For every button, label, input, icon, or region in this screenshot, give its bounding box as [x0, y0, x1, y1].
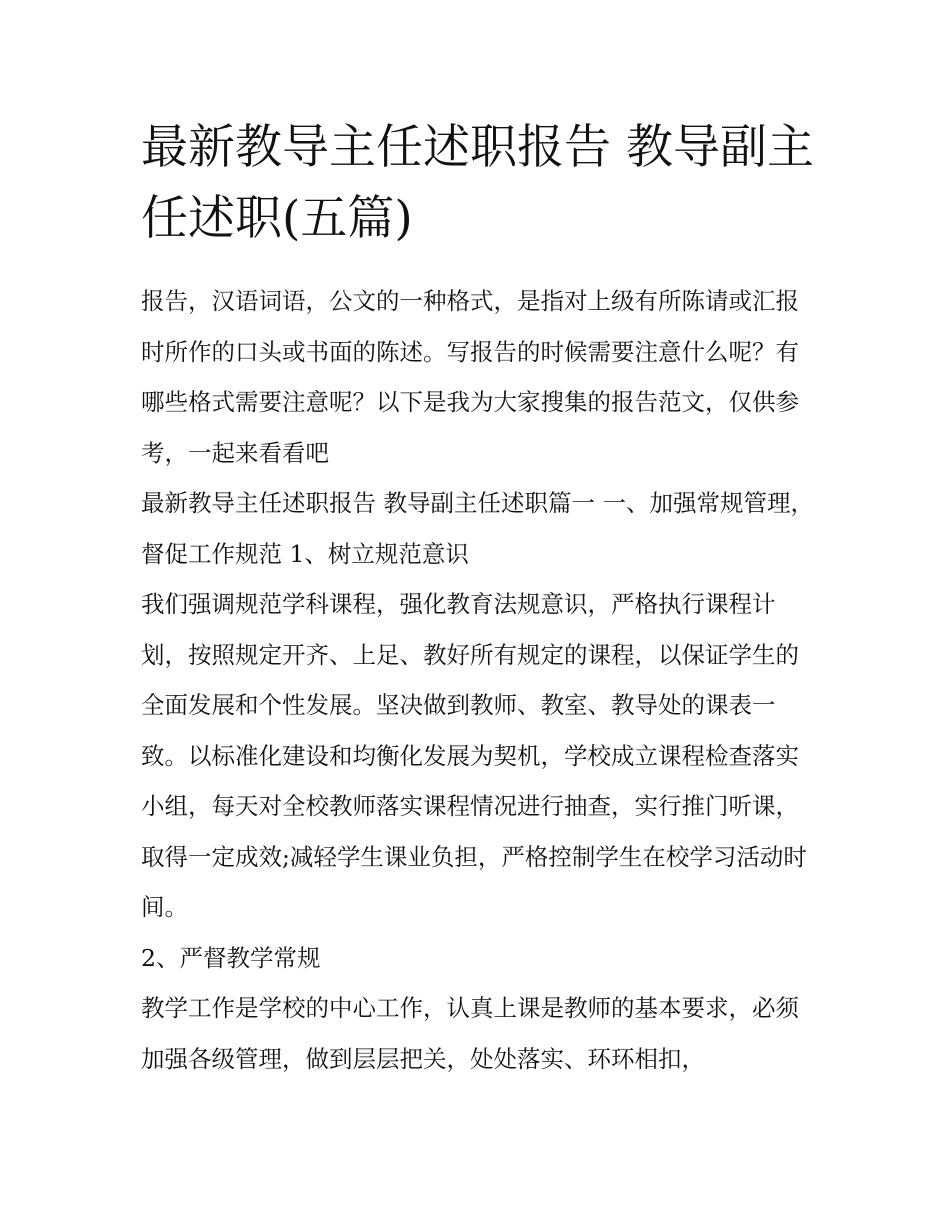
section-heading-paragraph: 最新教导主任述职报告 教导副主任述职篇一 一、加强常规管理，督促工作规范 1、树立规范意识 [141, 489, 814, 568]
intro-paragraph: 报告，汉语词语，公文的一种格式，是指对上级有所陈请或汇报时所作的口头或书面的陈述。写报告的时候需要注意什么呢？有哪些格式需要注意呢？以下是我为大家搜集的报告范文，仅供参考，一起来看看吧 [141, 287, 799, 467]
body-paragraph: 教学工作是学校的中心工作，认真上课是教师的基本要求，必须加强各级管理，做到层层把关，处处落实、环环相扣， [141, 994, 799, 1073]
body-paragraph: 我们强调规范学科课程，强化教育法规意识，严格执行课程计划，按照规定开齐、上足、教好所有规定的课程，以保证学生的全面发展和个性发展。坚决做到教师、教室、教导处的课表一致。以标准化建设和均衡化发展为契机，学校成立课程检查落实小组，每天对全校教师落实课程情况进行抽查，实行推门听课，取得一定成效;减轻学生课业负担，严格控制学生在校学习活动时间。 [141, 590, 807, 921]
subsection-heading: 2、严督教学常规 [141, 944, 321, 972]
document-title: 最新教导主任述职报告 教导副主任述职(五篇) [141, 120, 814, 246]
